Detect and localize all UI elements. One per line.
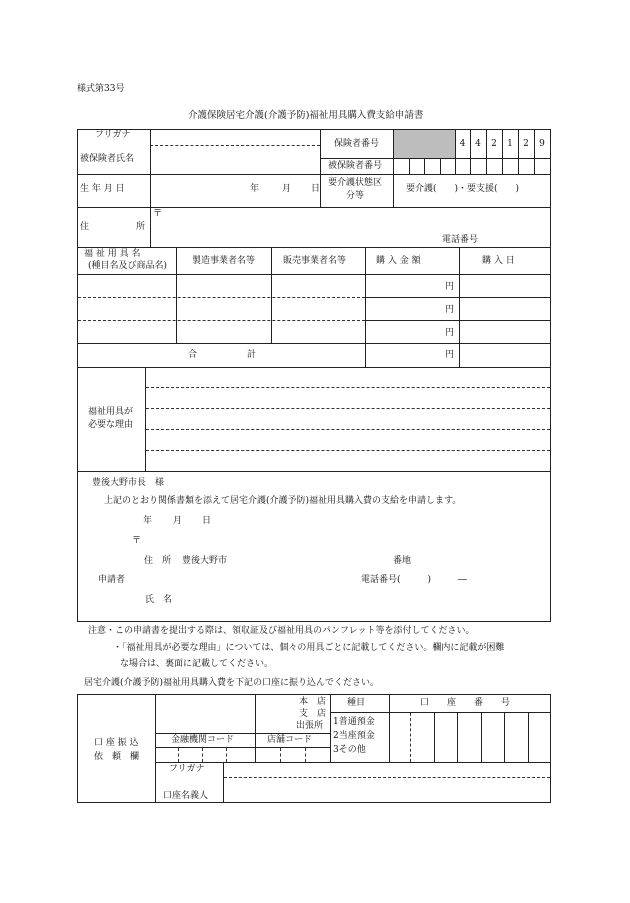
- insurer-number-label: 保険者番号: [334, 139, 380, 149]
- kind-ordinary[interactable]: 1普通預金: [333, 717, 375, 727]
- insured-name-label: 被保険者氏名: [80, 154, 135, 164]
- insured-number-field[interactable]: [394, 159, 550, 173]
- birth-month-label: 月: [282, 184, 292, 194]
- branch-name-field[interactable]: [256, 696, 296, 732]
- total-yen-unit: 円: [445, 350, 455, 360]
- bank-code-label: 金融機関コード: [171, 735, 235, 745]
- bank-name-field[interactable]: [157, 696, 253, 732]
- applicant-name-field[interactable]: [180, 592, 430, 608]
- account-kind-label: 種目: [347, 698, 366, 708]
- applicant-city: 豊後大野市: [182, 556, 228, 566]
- yen-unit: 円: [445, 282, 455, 292]
- reason-label: 福祉用具が: [88, 407, 134, 417]
- branch-type-shutchojo: 出張所: [296, 721, 324, 731]
- application-year-label: 年: [143, 516, 153, 526]
- insurer-digit: 1: [507, 139, 513, 149]
- bank-section-label-2: 依 頼 欄: [94, 752, 140, 762]
- yen-unit: 円: [445, 305, 455, 315]
- banchi-label: 番地: [393, 556, 412, 566]
- postal-mark: 〒: [153, 209, 163, 219]
- birthdate-label: 生 年 月 日: [80, 184, 125, 194]
- note-2: ・「福祉用具が必要な理由」については、個々の用具ごとに記載してください。欄内に記載が困難: [113, 643, 505, 653]
- applicant-phone: 電話番号( ) ―: [361, 575, 468, 585]
- account-holder-field[interactable]: [225, 779, 549, 801]
- insurer-digit: 9: [539, 139, 545, 149]
- note-3: な場合は、裏面に記載してください。: [120, 659, 274, 669]
- total-label: 合: [188, 350, 198, 360]
- insurer-digit: 2: [523, 139, 529, 149]
- insurer-digit: 4: [459, 139, 466, 149]
- holder-furigana-label: フリガナ: [169, 764, 205, 774]
- applicant-label: 申請者: [98, 575, 126, 585]
- branch-code-label: 店舗コード: [267, 735, 313, 745]
- transfer-instruction: 居宅介護(介護予防)福祉用具購入費を下記の口座に振り込んでください。: [84, 678, 380, 688]
- kind-current[interactable]: 2当座預金: [333, 731, 375, 741]
- reason-label-2: 必要な理由: [88, 420, 134, 430]
- address-label-2: 所: [136, 222, 146, 232]
- branch-type-honten: 本 店: [299, 697, 327, 707]
- yen-unit: 円: [445, 328, 455, 338]
- care-level-label-2: 分等: [346, 191, 365, 201]
- item-name-field[interactable]: [78, 321, 176, 343]
- form-number: 様式第33号: [77, 84, 125, 94]
- kind-other[interactable]: 3その他: [333, 745, 366, 755]
- applicant-address-field[interactable]: [232, 554, 392, 568]
- date-header: 購 入 日: [482, 256, 515, 266]
- applicant-address-label: 住 所: [144, 556, 172, 566]
- seller-header: 販売事業者名等: [283, 256, 347, 266]
- reason-field[interactable]: [147, 369, 549, 469]
- furigana-label: フリガナ: [95, 130, 131, 140]
- account-number-field[interactable]: [391, 714, 549, 761]
- insured-name-field[interactable]: [151, 147, 320, 173]
- care-level-label: 要介護状態区: [328, 178, 383, 188]
- birth-year-label: 年: [250, 184, 260, 194]
- total-label-2: 計: [247, 350, 257, 360]
- item-name-header: 福 祉 用 具 名: [84, 249, 141, 259]
- amount-header: 購 入 金 額: [376, 256, 421, 266]
- applicant-postal-mark: 〒: [132, 536, 142, 546]
- note-1: 注意・この申請書を提出する際は、領収証及び福祉用具のパンフレット等を添付してください。: [88, 626, 475, 636]
- maker-header: 製造事業者名等: [192, 256, 256, 266]
- care-level-value: 要介護( )・要支援( ): [406, 184, 520, 194]
- item-name-field[interactable]: [78, 298, 176, 320]
- form-title: 介護保険居宅介護(介護予防)福祉用具購入費支給申請書: [188, 110, 424, 121]
- branch-type-shiten: 支 店: [299, 709, 327, 719]
- bank-section-label: 口 座 振 込: [94, 738, 139, 748]
- application-day-label: 日: [202, 516, 212, 526]
- insurer-digit: 2: [491, 139, 497, 149]
- applicant-name-label: 氏 名: [145, 595, 173, 605]
- insurer-digit: 4: [475, 139, 481, 149]
- account-number-label: 口 座 番 号: [420, 698, 511, 708]
- phone-label: 電話番号: [442, 235, 479, 245]
- item-name-field[interactable]: [78, 275, 176, 297]
- insured-number-label: 被保険者番号: [328, 161, 383, 171]
- item-name-subheader: (種目名及び商品名): [88, 261, 168, 271]
- address-field[interactable]: [165, 210, 545, 232]
- account-holder-label: 口座名義人: [163, 791, 209, 801]
- application-month-label: 月: [173, 516, 183, 526]
- birth-day-label: 日: [311, 184, 321, 194]
- application-statement: 上記のとおり関係書類を添えて居宅介護(介護予防)福祉用具購入費の支給を申請します。: [104, 496, 462, 506]
- addressee: 豊後大野市長 様: [92, 478, 165, 488]
- address-label: 住: [80, 222, 90, 232]
